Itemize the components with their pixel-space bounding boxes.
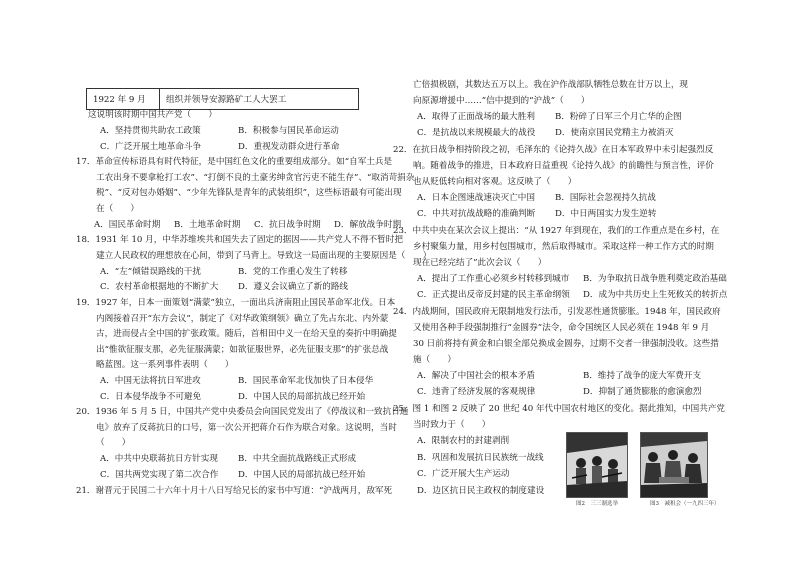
q17-line-1: 17．革命宣传标语具有时代特征，是中国红色文化的重要组成部分。如“自军土兵是	[76, 157, 393, 167]
q19-line-4: 出“惟欲征服支那，必先征服满蒙；如欲征服世界，必先征服支那”的扩张总战	[96, 345, 389, 355]
q21-option-d: D．使南京国民党精主力被消灭	[555, 128, 674, 138]
q25-line-2: 当时致力于（ ）	[413, 420, 491, 430]
q20-option-b: B．中共全面抗战路线正式形成	[238, 454, 357, 464]
q20-option-c: C．国共两党实现了第二次合作	[100, 470, 219, 480]
q24-option-a: A．解决了中国社会的根本矛盾	[417, 371, 535, 381]
q19-line-3: 古，进而侵占全中国的扩张政策。随后，首相田中义一在给天皇的奏折中明确提	[96, 329, 397, 339]
q19-line-1: 19．1927 年，日本一面策划“满蒙”独立，一面出兵济南阻止国民革命军北伐。日本	[76, 298, 396, 308]
q19-option-a: A．中国无法将抗日军进攻	[100, 376, 201, 386]
q25-option-c: C．广泛开展大生产运动	[417, 469, 510, 479]
figure-2-caption: 图3 减租会（一九四三年）	[650, 501, 720, 507]
event-table	[86, 88, 359, 110]
q20-option-d: D．中国人民的局部抗战已经开始	[238, 470, 366, 480]
q18-option-b: B．党的工作重心发生了转移	[238, 267, 348, 277]
q21-line-1: 21．谢晋元于民国二十六年十月十八日写给兄长的家书中写道：“沪战两月，敌军死	[76, 486, 393, 496]
q22-line-1: 22．在抗日战争相持阶段之初，毛泽东的《论持久战》在日本军政界中未引起强烈反	[393, 145, 714, 155]
q16-stem: 这说明该时期中国共产党（ ）	[88, 110, 217, 120]
q24-line-3: 30 日前将持有黄金和白银全部兑换成金圆券，过期不交者一律强制没收。这些措	[413, 339, 719, 349]
q18-line-2: 建立人民政权的理想放在心间，带到了马背上。导致这一局面出现的主要原因是（ ）	[96, 251, 432, 261]
q22-option-a: A．日本企图速战速决灭亡中国	[417, 193, 535, 203]
q19-option-c: C．日本侵华战争不可避免	[100, 392, 202, 402]
q21-line-2: 亡倍损极剧，其数达五万以上。我在沪作战部队牺牲总数在廿万以上，现	[413, 80, 689, 90]
q25-option-b: B．巩固和发展抗日民族统一战线	[417, 453, 544, 463]
q25-option-d: D．边区抗日民主政权的制度建设	[417, 486, 545, 496]
table-event-cell: 组织并领导安源路矿工人大罢工	[160, 89, 359, 110]
q18-option-c: C．农村革命根据地的不断扩大	[100, 282, 219, 292]
q17-line-3: 税”、“反对包办婚姻”、“少年先锋队是青年的武装组织”，这些标语最有可能出现	[96, 188, 402, 198]
q20-line-1: 20．1936 年 5 月 5 日，中国共产党中央委员会向国民党发出了《停战议和一致抗日通	[76, 407, 409, 417]
q18-option-d: D．遵义会议确立了新的路线	[238, 282, 349, 292]
q22-option-b: B．国际社会忽视持久抗战	[555, 193, 656, 203]
q23-option-a: A．提出了工作重心必须乡村转移到城市	[417, 274, 570, 284]
q24-option-d: D．抑制了通货膨胀的愈演愈烈	[583, 387, 702, 397]
q23-line-1: 23．中共中央在某次会议上提出：“从 1927 年到现在，我们的工作重点是在乡村，在	[393, 226, 720, 236]
q21-option-a: A．取得了正面战场的最大胜利	[417, 112, 535, 122]
q17-option-b: B．土地革命时期	[174, 220, 241, 230]
table-row	[87, 89, 359, 110]
q17-option-d: D．解放战争时期	[334, 220, 402, 230]
election-woodcut-icon	[567, 433, 627, 497]
q18-line-1: 18．1931 年 10 月，中华苏维埃共和国失去了固定的据因——共产党人不得不暂时把	[76, 235, 403, 245]
q24-line-2: 又使用各种手段强制推行“金圆券”法令，命令国统区人民必须在 1948 年 9 月	[413, 323, 710, 333]
q24-option-b: B．维持了战争的庞大军费开支	[583, 371, 702, 381]
q23-line-3: 现在已经完结了”此次会议（ ）	[413, 258, 547, 268]
q22-option-d: D．中日两国实力发生逆转	[555, 209, 657, 219]
q23-line-2: 乡村聚集力量，用乡村包围城市，然后取得城市。采取这样一种工作方式的时期	[413, 242, 714, 252]
figure-rent-reduction-image	[640, 432, 708, 498]
q18-option-a: A．“左”倾错误路线的干扰	[100, 267, 201, 277]
rent-meeting-woodcut-icon	[641, 433, 707, 497]
q17-line-4: 在（ ）	[96, 204, 139, 214]
q22-option-c: C．中共对抗战战略的准确判断	[417, 209, 536, 219]
q21-option-b: B．粉碎了日军三个月亡华的企图	[555, 112, 682, 122]
q16-option-c: C．广泛开展土地革命斗争	[100, 142, 202, 152]
figure-election-image	[566, 432, 628, 498]
q22-line-2: 响。随着战争的推进，日本政府日益重视《论持久战》的前瞻性与预言性，评价	[413, 161, 714, 171]
q23-option-d: D．成为中共历史上生死攸关的转折点	[583, 290, 728, 300]
q16-option-a: A．坚持贯彻共助农工政策	[100, 126, 201, 136]
q19-line-2: 内阁接着召开“东方会议”，制定了《对华政策纲领》确立了先占东北、内外蒙	[96, 314, 389, 324]
q24-option-c: C．违背了经济发展的客观规律	[417, 387, 536, 397]
q16-option-d: D．重视发动群众进行革命	[238, 142, 340, 152]
q21-line-3: 向原源增援中……”信中提到的“沪战”（ ）	[413, 96, 590, 106]
q17-option-a: A．国民革命时期	[94, 220, 161, 230]
q19-option-b: B．国民革命军北伐加快了日本侵华	[238, 376, 374, 386]
q17-option-c: C．抗日战争时期	[254, 220, 321, 230]
q20-line-3: （ ）	[96, 438, 131, 448]
q24-line-1: 24．内战期间，国民政府无限制地发行法币，引发恶性通货膨胀。1948 年，国民政府	[393, 307, 721, 317]
q22-line-3: 也从贬低转向相对客观。这反映了（ ）	[413, 177, 577, 187]
q24-line-4: 施（ ）	[413, 355, 456, 365]
q23-option-b: B．为争取抗日战争胜利奠定政治基础	[583, 274, 727, 284]
q20-line-2: 电》放弃了反蒋抗日的口号，第一次公开把蒋介石作为联合对象。这说明，当时	[96, 423, 397, 433]
q16-option-b: B．积极参与国民革命运动	[238, 126, 339, 136]
q25-option-a: A．限制农村的封建剥削	[417, 436, 510, 446]
q19-line-5: 略蓝图。这一系列事件表明（ ）	[96, 360, 234, 370]
q23-option-c: C．正式提出反帝反封建的民主革命纲领	[417, 290, 570, 300]
q20-option-a: A．中共中央联蒋抗日方针实现	[100, 454, 218, 464]
figure-1-caption: 图2 三三制选举	[576, 501, 618, 507]
q25-line-1: 25．图 1 和图 2 反映了 20 世纪 40 年代中国农村地区的变化。据此推知，中国共产党	[393, 404, 726, 414]
q19-option-d: D．中国人民的局部抗战已经开始	[238, 392, 366, 402]
table-year-cell: 1922 年 9 月	[87, 89, 160, 110]
q21-option-c: C．是抗战以来规模最大的战役	[417, 128, 536, 138]
q17-line-2: 工农出身不要拿枪打工农”、“打倒不良的土豪劣绅贪官污吏不能生存”、“取消苛捐杂	[96, 173, 415, 183]
